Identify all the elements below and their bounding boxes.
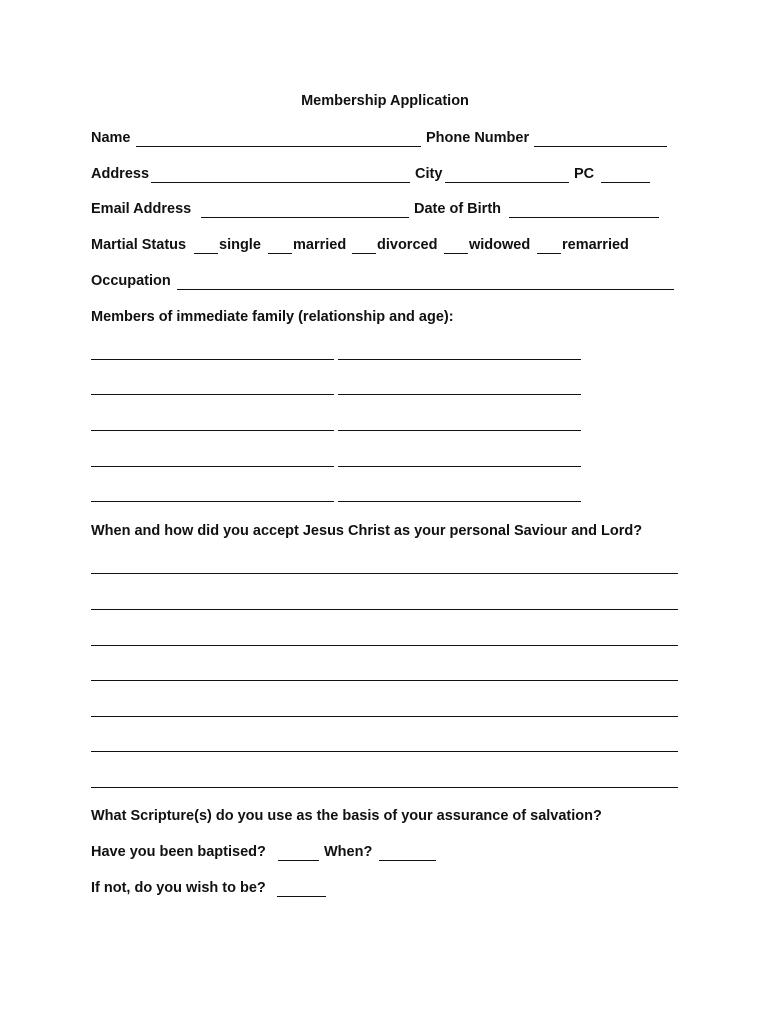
option-remarried: remarried [562,237,629,253]
city-field[interactable] [445,182,569,183]
answer-line[interactable] [91,680,678,681]
salvation-question: When and how did you accept Jesus Christ as your personal Saviour and Lord? [91,523,643,539]
family-line[interactable] [338,430,581,431]
address-field[interactable] [151,182,410,183]
answer-line[interactable] [91,751,678,752]
option-widowed: widowed [469,237,531,253]
answer-line[interactable] [91,609,678,610]
when-label: When? [324,844,373,860]
remarried-blank[interactable] [537,253,561,254]
email-label: Email Address [91,201,192,217]
married-blank[interactable] [268,253,292,254]
phone-label: Phone Number [426,130,530,146]
dob-label: Date of Birth [414,201,501,217]
page-title: Membership Application [301,93,469,109]
wish-field[interactable] [277,896,326,897]
family-line[interactable] [338,501,581,502]
option-divorced: divorced [377,237,438,253]
name-field[interactable] [136,146,421,147]
option-single: single [219,237,261,253]
answer-line[interactable] [91,716,678,717]
family-line[interactable] [91,430,334,431]
divorced-blank[interactable] [352,253,376,254]
city-label: City [415,166,443,182]
marital-status-label: Martial Status [91,237,187,253]
occupation-label: Occupation [91,273,171,289]
answer-line[interactable] [91,573,678,574]
family-line[interactable] [91,359,334,360]
answer-line[interactable] [91,645,678,646]
family-line[interactable] [338,359,581,360]
family-line[interactable] [338,466,581,467]
family-line[interactable] [91,501,334,502]
dob-field[interactable] [509,217,659,218]
family-label: Members of immediate family (relationship and age): [91,309,454,325]
baptised-label: Have you been baptised? [91,844,266,860]
family-line[interactable] [91,466,334,467]
wish-label: If not, do you wish to be? [91,880,266,896]
when-field[interactable] [379,860,436,861]
phone-field[interactable] [534,146,667,147]
name-label: Name [91,130,131,146]
baptised-field[interactable] [278,860,319,861]
single-blank[interactable] [194,253,218,254]
answer-line[interactable] [91,787,678,788]
pc-label: PC [574,166,595,182]
email-field[interactable] [201,217,409,218]
family-line[interactable] [338,394,581,395]
option-married: married [293,237,347,253]
address-label: Address [91,166,150,182]
widowed-blank[interactable] [444,253,468,254]
scripture-question: What Scripture(s) do you use as the basis of your assurance of salvation? [91,808,602,824]
family-line[interactable] [91,394,334,395]
occupation-field[interactable] [177,289,674,290]
pc-field[interactable] [601,182,650,183]
